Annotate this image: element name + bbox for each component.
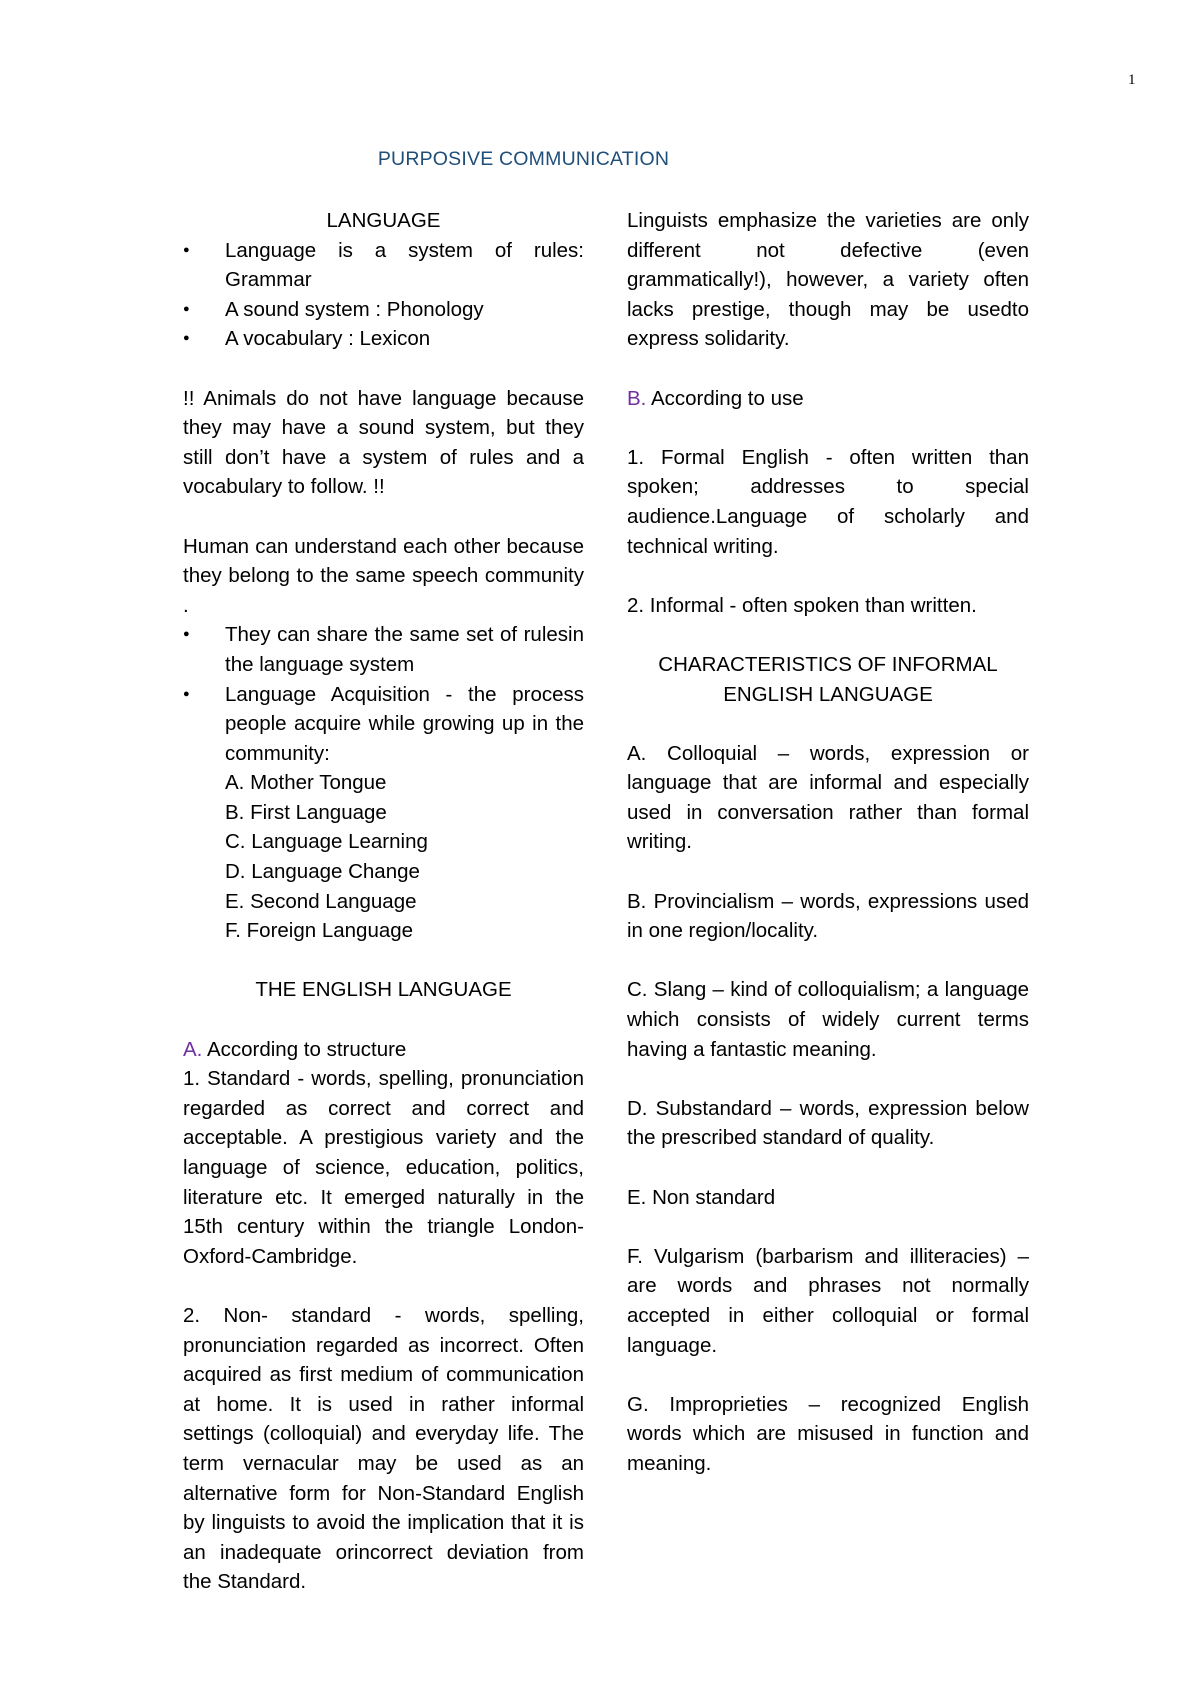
list-item: E. Second Language bbox=[225, 889, 417, 913]
characteristic-item: D. Substandard – words, expression below the prescribed standard of quality. bbox=[627, 1096, 1029, 1150]
formal-paragraph: 1. Formal English - often written than spoken; addresses to special audience.Language of scholarly and technical writing. bbox=[627, 445, 1029, 558]
linguists-paragraph: Linguists emphasize the varieties are only different not defective (even grammatically!), however, a variety often lacks prestige, though may be usedto express solidarity. bbox=[627, 209, 1029, 351]
characteristics-heading: CHARACTERISTICS OF INFORMAL ENGLISH LANGUAGE bbox=[658, 652, 998, 706]
page-number: 1 bbox=[1128, 72, 1136, 88]
use-letter: B. bbox=[627, 386, 647, 410]
community-bullet-list bbox=[183, 620, 584, 768]
list-item: D. Language Change bbox=[225, 860, 420, 884]
list-item: ● A vocabulary : Lexicon bbox=[183, 324, 584, 354]
structure-label: According to structure bbox=[202, 1037, 407, 1061]
acquisition-list bbox=[183, 768, 584, 946]
list-item: A. Mother Tongue bbox=[225, 771, 387, 795]
informal-paragraph: 2. Informal - often spoken than written. bbox=[627, 593, 977, 617]
left-column bbox=[183, 206, 584, 1597]
list-item: F. Foreign Language bbox=[225, 919, 414, 943]
list-item: ● Language Acquisition - the process people acquire while growing up in the community: bbox=[183, 680, 584, 769]
structure-letter: A. bbox=[183, 1037, 203, 1061]
list-item: ● A sound system : Phonology bbox=[183, 295, 584, 325]
structure-subheading bbox=[183, 1035, 584, 1065]
use-subheading bbox=[627, 384, 1029, 414]
human-paragraph: Human can understand each other because they belong to the same speech community . bbox=[183, 534, 584, 617]
language-heading: LANGUAGE bbox=[326, 209, 441, 232]
characteristic-item: C. Slang – kind of colloquialism; a language which consists of widely current terms having a fantastic meaning. bbox=[627, 978, 1029, 1061]
list-item: C. Language Learning bbox=[225, 830, 428, 854]
characteristic-item: A. Colloquial – words, expression or language that are informal and especially used in conversation rather than formal writing. bbox=[627, 741, 1029, 854]
list-item: ● Language is a system of rules: Grammar bbox=[183, 236, 584, 295]
right-column bbox=[627, 206, 1029, 1479]
list-item: ● They can share the same set of rulesin the language system bbox=[183, 620, 584, 679]
use-label: According to use bbox=[646, 386, 804, 410]
document-title: PURPOSIVE COMMUNICATION bbox=[377, 148, 670, 170]
characteristic-item: E. Non standard bbox=[627, 1185, 776, 1209]
nonstandard-paragraph: 2. Non- standard - words, spelling, pronunciation regarded as incorrect. Often acquired as first medium of communication at home. It is used in rather informal settings (colloquial) and everyday life. The term vernacular may be used as an alternative form for Non-Standard English by linguists to avoid the implication that it is an inadequate orincorrect deviation from the Standard. bbox=[183, 1303, 584, 1594]
characteristic-item: G. Improprieties – recognized English words which are misused in function and meaning. bbox=[627, 1392, 1029, 1475]
standard-paragraph: 1. Standard - words, spelling, pronunciation regarded as correct and correct and acceptable. A prestigious variety and the language of science, education, politics, literature etc. It emerged naturally in the 15th century within the triangle London-Oxford-Cambridge. bbox=[183, 1067, 584, 1268]
characteristic-item: F. Vulgarism (barbarism and illiteracies) – are words and phrases not normally accepted in either colloquial or formal language. bbox=[627, 1244, 1029, 1357]
list-item: B. First Language bbox=[225, 800, 387, 824]
animals-note: !! Animals do not have language because they may have a sound system, but they still don’t have a system of rules and a vocabulary to follow. !! bbox=[183, 386, 584, 499]
characteristic-item: B. Provincialism – words, expressions used in one region/locality. bbox=[627, 889, 1029, 943]
english-language-heading: THE ENGLISH LANGUAGE bbox=[255, 978, 512, 1002]
language-bullet-list bbox=[183, 236, 584, 354]
